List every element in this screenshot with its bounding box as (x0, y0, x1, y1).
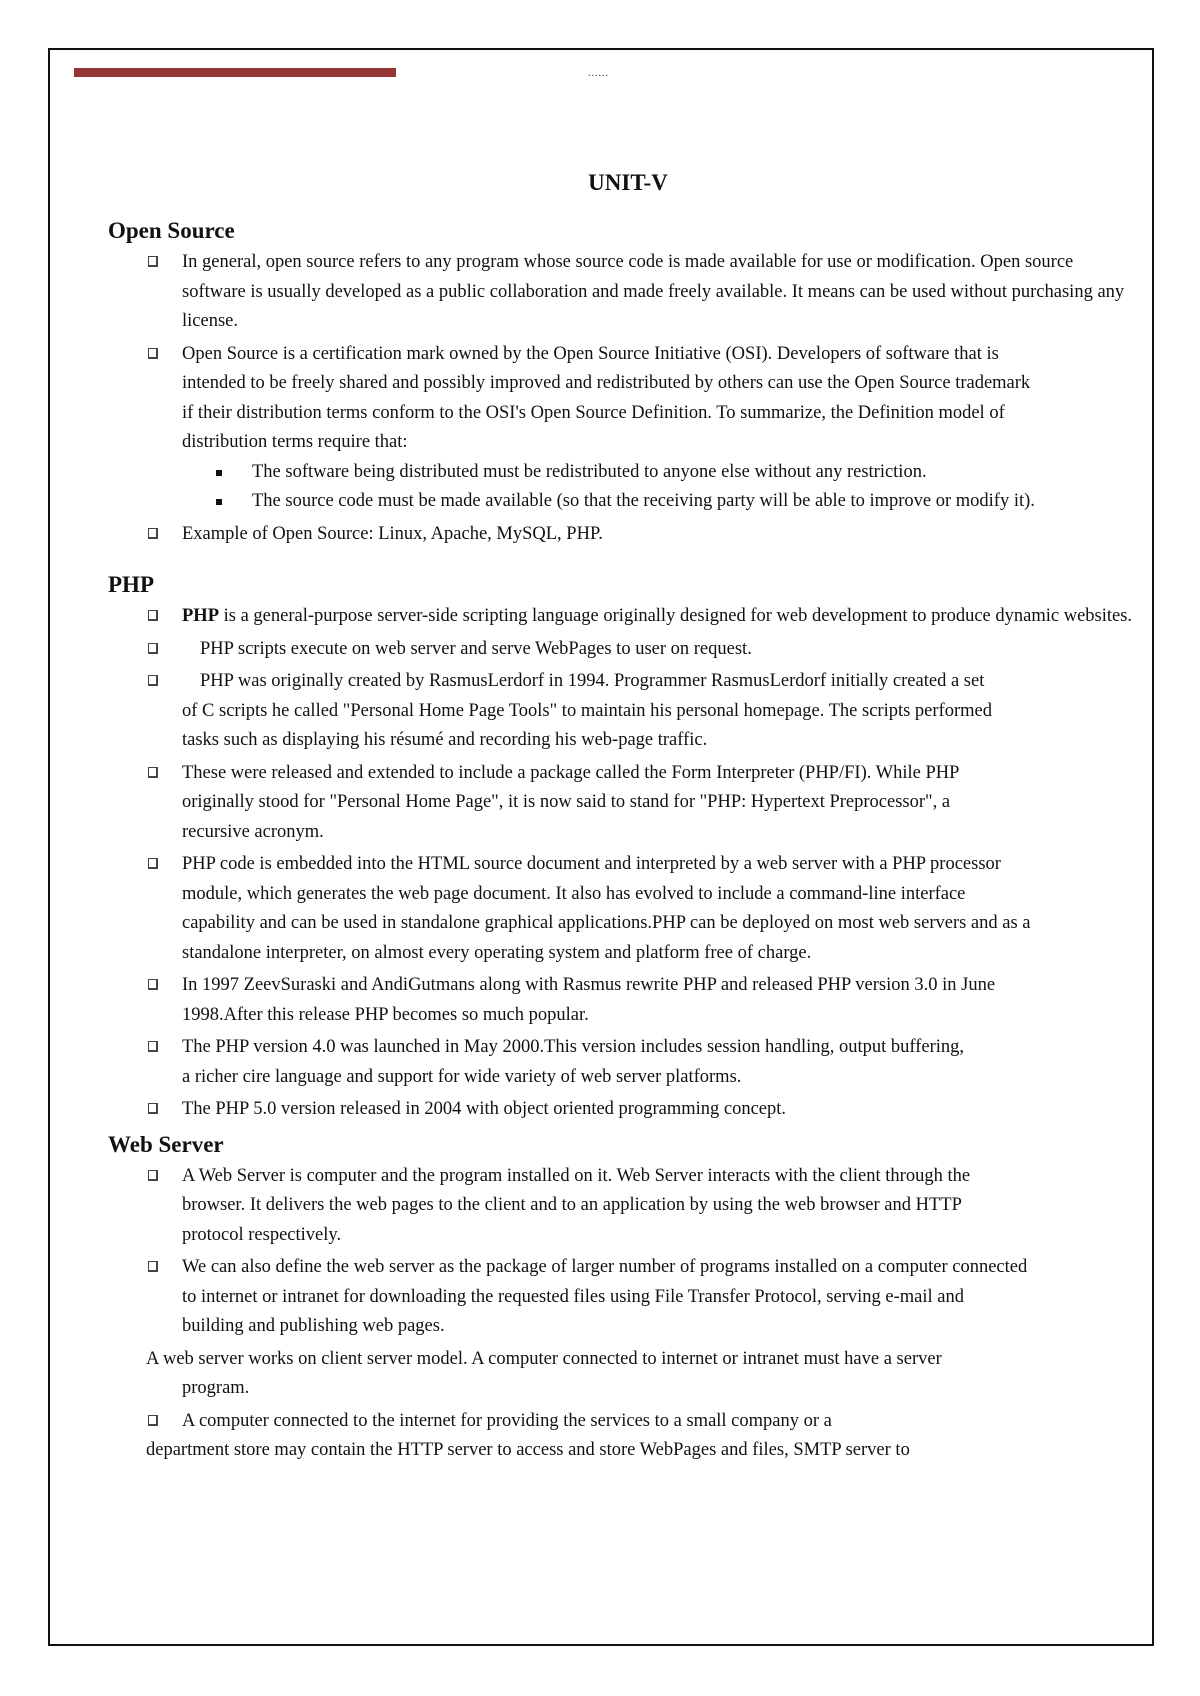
list-item: In general, open source refers to any program whose source code is made available for use or modification. Open source software is usually developed as a public collaboration and made freely available. It means can be used without purchasing any license. (108, 248, 1148, 337)
square-bullet-icon (216, 499, 222, 505)
header-accent-bar (74, 68, 396, 77)
paragraph: department store may contain the HTTP server to access and store WebPages and files, SMTP server to (146, 1440, 910, 1460)
list-item: Example of Open Source: Linux, Apache, MySQL, PHP. (108, 520, 1148, 550)
checkbox-bullet-icon (148, 256, 158, 267)
checkbox-bullet-icon (148, 675, 158, 686)
checkbox-bullet-icon (148, 348, 158, 359)
heading-web-server: Web Server (108, 1131, 224, 1157)
checkbox-bullet-icon (148, 1415, 158, 1426)
checkbox-bullet-icon (148, 528, 158, 539)
web-server-list (108, 1162, 1148, 1342)
open-source-list (108, 248, 1148, 549)
php-list (108, 602, 1148, 1125)
page-title: UNIT-V (588, 170, 668, 195)
checkbox-bullet-icon (148, 979, 158, 990)
checkbox-bullet-icon (148, 1041, 158, 1052)
list-item: The PHP version 4.0 was launched in May 2000.This version includes session handling, output buffering, a richer cire language and support for wide variety of web server platforms. (108, 1033, 1148, 1092)
list-item: We can also define the web server as the package of larger number of programs installed on a computer connected to internet or intranet for downloading the requested files using File Transfer Protocol, serving e-mail and building and publishing web pages. (108, 1253, 1148, 1342)
checkbox-bullet-icon (148, 610, 158, 621)
list-item: In 1997 ZeevSuraski and AndiGutmans along with Rasmus rewrite PHP and released PHP version 3.0 in June 1998.After this release PHP becomes so much popular. (108, 971, 1148, 1030)
checkbox-bullet-icon (148, 1170, 158, 1181)
paragraph: A web server works on client server model. A computer connected to internet or intranet must have a server program. (146, 1348, 942, 1398)
list-item: Open Source is a certification mark owned by the Open Source Initiative (OSI). Developers of software that is intended to be freely shared and possibly improved and redistributed by others can use the Open Source trademark if their distribution terms conform to the OSI's Open Source Definition. To summarize, the Definition model of distribution terms require that: The software being distributed must be redistributed to anyone else without any restriction. The source code must be made available (so that the receiving party will be able to improve or modify it). (108, 340, 1148, 517)
list-item: A computer connected to the internet for providing the services to a small company or a (108, 1407, 1148, 1437)
checkbox-bullet-icon (148, 1261, 158, 1272)
document-body (108, 170, 1148, 1469)
list-item: The PHP 5.0 version released in 2004 with object oriented programming concept. (108, 1095, 1148, 1125)
list-item: PHP scripts execute on web server and serve WebPages to user on request. (108, 635, 1148, 665)
header-dots: ...... (588, 68, 609, 79)
list-item: A Web Server is computer and the program installed on it. Web Server interacts with the client through the browser. It delivers the web pages to the client and to an application by using the web browser and HTTP protocol respectively. (108, 1162, 1148, 1251)
list-item: These were released and extended to include a package called the Form Interpreter (PHP/FI). While PHP originally stood for "Personal Home Page", it is now said to stand for "PHP: Hypertext Preprocessor", a recursive acronym. (108, 759, 1148, 848)
list-item: PHP code is embedded into the HTML source document and interpreted by a web server with a PHP processor module, which generates the web page document. It also has evolved to include a command-line interface capability and can be used in standalone graphical applications.PHP can be deployed on most web servers and as a standalone interpreter, on almost every operating system and platform free of charge. (108, 850, 1148, 968)
list-item: The software being distributed must be redistributed to anyone else without any restriction. (182, 458, 1038, 488)
web-server-list-2 (108, 1407, 1148, 1437)
checkbox-bullet-icon (148, 1103, 158, 1114)
list-item: PHP is a general-purpose server-side scripting language originally designed for web development to produce dynamic websites. (108, 602, 1148, 632)
list-item: The source code must be made available (so that the receiving party will be able to improve or modify it). (182, 487, 1128, 517)
checkbox-bullet-icon (148, 767, 158, 778)
list-item: PHP was originally created by RasmusLerdorf in 1994. Programmer RasmusLerdorf initially created a set of C scripts he called "Personal Home Page Tools" to maintain his personal homepage. The scripts performed tasks such as displaying his résumé and recording his web-page traffic. (108, 667, 1148, 756)
checkbox-bullet-icon (148, 858, 158, 869)
square-bullet-icon (216, 470, 222, 476)
heading-php: PHP (108, 572, 154, 597)
heading-open-source: Open Source (108, 218, 235, 243)
checkbox-bullet-icon (148, 643, 158, 654)
open-source-sublist (182, 458, 1038, 517)
